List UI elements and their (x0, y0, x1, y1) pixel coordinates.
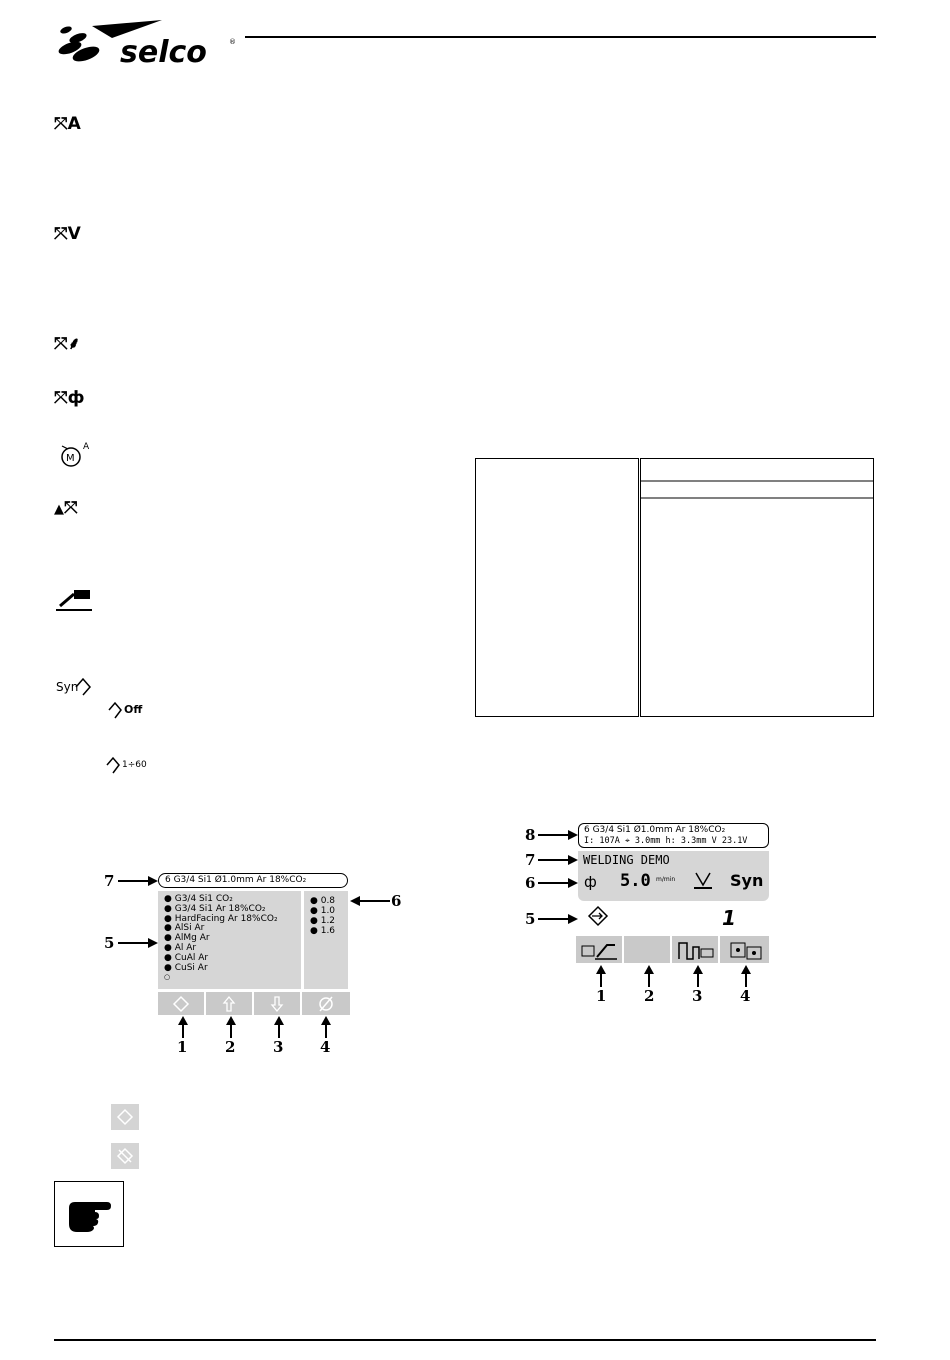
callout-3: 3 (273, 1038, 284, 1056)
callout-1: 1 (177, 1038, 188, 1056)
phi-icon: ф (67, 388, 85, 408)
amp-symbol (54, 114, 81, 134)
syn-label: Syn (56, 680, 79, 694)
wire-speed-value: 5.0 (620, 871, 651, 891)
list-item[interactable]: ● AlSi Ar (164, 923, 205, 934)
arrow-up-icon (692, 965, 704, 987)
screen2-header-line1: 6 G3/4 Si1 Ø1.0mm Ar 18%CO₂ (584, 825, 726, 835)
list-item[interactable]: ● HardFacing Ar 18%CO₂ (164, 913, 278, 924)
callout-3: 3 (692, 987, 703, 1005)
up-button[interactable] (206, 992, 254, 1015)
confirm-enabled-icon (111, 1104, 139, 1130)
syn-mode-label: Syn (730, 871, 764, 890)
arrow-up-icon (225, 1016, 237, 1038)
volt-letter: V (67, 224, 81, 244)
parameter-table (475, 458, 874, 717)
arrow-up-icon (222, 995, 236, 1013)
list-item[interactable]: ● G3/4 Si1 CO₂ (164, 894, 233, 904)
amp-letter: A (67, 114, 81, 134)
volt-symbol (54, 224, 81, 244)
demo-text: WELDING DEMO (583, 853, 670, 867)
arrow-up-icon (273, 1016, 285, 1038)
torch-icon: ⤧ (54, 388, 68, 408)
list-item[interactable]: ● CuSi Ar (164, 962, 208, 973)
torch-icon: ⤧ (54, 224, 68, 244)
callout-2: 2 (644, 987, 655, 1005)
program-off-icon (107, 700, 123, 722)
screen2-header-line2: I: 107A ⌖ 3.0mm h: 3.3mm V 23.1V (584, 836, 748, 846)
callout-8: 8 (525, 826, 536, 844)
mode-button[interactable] (672, 936, 720, 963)
program-diamond-icon (586, 904, 610, 928)
arrow-right-icon (538, 854, 578, 866)
arrow-right-icon (538, 877, 578, 889)
footer-rule (54, 1339, 876, 1341)
down-button[interactable] (254, 992, 302, 1015)
svg-text:selco: selco (120, 35, 207, 68)
wire-speed-unit: m/min (656, 876, 676, 883)
confirm-diamond-icon (172, 995, 190, 1013)
callout-4: 4 (740, 987, 751, 1005)
confirm-button[interactable] (158, 992, 206, 1015)
motor-sup: A (83, 442, 90, 452)
screen2-header-bar (578, 823, 769, 848)
cancel-icon (317, 995, 335, 1013)
callout-6: 6 (391, 892, 402, 910)
empty-button[interactable] (624, 936, 672, 963)
callout-7: 7 (525, 851, 536, 869)
program-off-label: Off (124, 703, 143, 716)
syn-diamond-icon (74, 676, 92, 698)
pointing-hand-icon (55, 1182, 123, 1246)
diameter-list (304, 891, 348, 989)
arrow-up-icon (740, 965, 752, 987)
program-range-label: 1÷60 (122, 760, 147, 770)
program-range-icon (105, 755, 121, 777)
callout-2: 2 (225, 1038, 236, 1056)
arrow-right-icon (118, 875, 158, 887)
screen1-button-bar (158, 992, 350, 1015)
materials-list (158, 891, 301, 989)
process-button[interactable] (576, 936, 624, 963)
screen2-lcd (578, 851, 769, 901)
torch-icon: ⤧ (54, 334, 68, 354)
list-item[interactable]: ● 1.0 (310, 906, 336, 916)
screen1-header-bar (158, 873, 348, 888)
screen1-header: 6 G3/4 Si1 Ø1.0mm Ar 18%CO₂ (165, 875, 307, 885)
program-number: 1 (722, 906, 736, 930)
callout-5: 5 (104, 934, 115, 952)
list-item[interactable]: ● 0.8 (310, 896, 336, 906)
process-icon (579, 939, 619, 961)
list-item[interactable]: ● 1.6 (310, 926, 336, 936)
arrow-right-icon (538, 829, 578, 841)
torch-position-icon (692, 871, 714, 891)
callout-5: 5 (525, 910, 536, 928)
arrow-down-icon (270, 995, 284, 1013)
callout-7: 7 (104, 872, 115, 890)
welding-process-icon (54, 588, 94, 614)
list-item[interactable]: ● G3/4 Si1 Ar 18%CO₂ (164, 903, 266, 914)
screen2-button-bar (576, 936, 769, 963)
torch-phi-symbol (54, 388, 84, 408)
arrow-up-icon (320, 1016, 332, 1038)
header-rule (245, 36, 876, 38)
scroll-indicator: ○ (164, 973, 171, 982)
arrow-left-icon (350, 895, 390, 907)
cancel-button[interactable] (302, 992, 350, 1015)
list-item[interactable]: ● Al Ar (164, 942, 197, 953)
arrow-right-icon (538, 913, 578, 925)
torch-inductance-symbol (54, 334, 80, 354)
bi-level-icon (675, 939, 715, 961)
settings-icon (725, 939, 765, 961)
selco-logo (52, 18, 247, 68)
torch-icon: ⤧ (64, 498, 78, 518)
callout-4: 4 (320, 1038, 331, 1056)
confirm-disabled-icon (111, 1143, 139, 1169)
settings-button[interactable] (720, 936, 769, 963)
list-item[interactable]: ● AlMg Ar (164, 933, 210, 944)
list-item[interactable]: ● 1.2 (310, 916, 336, 926)
arrow-up-icon (643, 965, 655, 987)
warning-torch-symbol (54, 498, 78, 520)
arrow-right-icon (118, 937, 158, 949)
warning-icon: ▲ (54, 502, 64, 517)
motor-letter: M (66, 453, 75, 464)
inductance-icon: ⸙ (67, 334, 81, 354)
list-item[interactable]: ● CuAl Ar (164, 952, 209, 963)
callout-6: 6 (525, 874, 536, 892)
materials-items (164, 895, 278, 983)
wire-feed-icon: ф (584, 873, 597, 891)
callout-1: 1 (596, 987, 607, 1005)
arrow-up-icon (177, 1016, 189, 1038)
arrow-up-icon (595, 965, 607, 987)
torch-icon: ⤧ (54, 114, 68, 134)
svg-text:®: ® (229, 38, 236, 46)
note-box (54, 1181, 124, 1247)
motor-current-icon (54, 440, 94, 470)
